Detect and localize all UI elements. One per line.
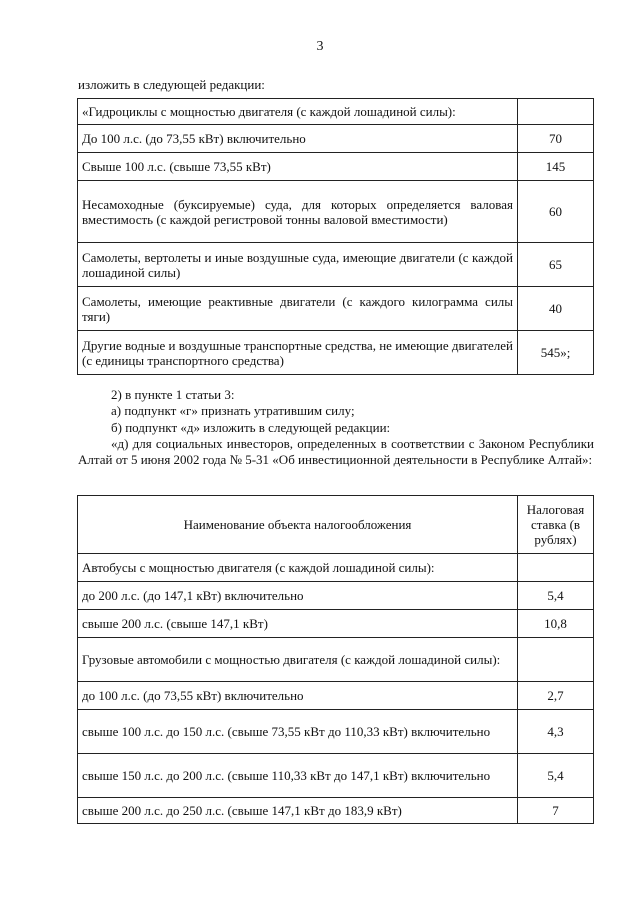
table-header-row: [78, 496, 594, 554]
row-name: свыше 200 л.с. до 250 л.с. (свыше 147,1 кВт до 183,9 кВт): [78, 798, 518, 824]
row-value: 65: [518, 243, 594, 287]
row-name: до 200 л.с. (до 147,1 кВт) включительно: [78, 582, 518, 610]
row-name: свыше 200 л.с. (свыше 147,1 кВт): [78, 610, 518, 638]
row-value: 5,4: [518, 754, 594, 798]
row-name: Самолеты, имеющие реактивные двигатели (с каждого килограмма силы тяги): [78, 287, 518, 331]
table-row: [78, 125, 594, 153]
row-value: 7: [518, 798, 594, 824]
table-row: [78, 331, 594, 375]
header-object-name: Наименование объекта налогообложения: [78, 496, 518, 554]
table-row: [78, 153, 594, 181]
row-name: Несамоходные (буксируемые) суда, для которых определяется валовая вместимость (с каждой регистровой тонны валовой вместимости): [78, 181, 518, 243]
tax-rates-table-2: [77, 495, 594, 824]
row-value: 70: [518, 125, 594, 153]
table-row: [78, 181, 594, 243]
tax-rates-table-1: [77, 98, 594, 375]
row-value: [518, 99, 594, 125]
row-name: Грузовые автомобили с мощностью двигателя (с каждой лошадиной силы):: [78, 638, 518, 682]
table-row: [78, 582, 594, 610]
row-value: 40: [518, 287, 594, 331]
paragraph-subitem-b: б) подпункт «д» изложить в следующей редакции:: [111, 420, 391, 435]
row-value: 145: [518, 153, 594, 181]
row-name: до 100 л.с. (до 73,55 кВт) включительно: [78, 682, 518, 710]
table-row: [78, 710, 594, 754]
tax-rates-table-2-body: [78, 554, 594, 824]
table-row: [78, 682, 594, 710]
row-value: [518, 554, 594, 582]
row-name: «Гидроциклы с мощностью двигателя (с каждой лошадиной силы):: [78, 99, 518, 125]
tax-rates-table-1-body: [78, 99, 594, 375]
page-number: 3: [316, 39, 324, 54]
tax-rates-table-2-header: [78, 496, 594, 554]
paragraph-subitem-a: а) подпункт «г» признать утратившим силу;: [111, 403, 355, 418]
row-value: 5,4: [518, 582, 594, 610]
row-value: 2,7: [518, 682, 594, 710]
row-name: Свыше 100 л.с. (свыше 73,55 кВт): [78, 153, 518, 181]
row-name: Самолеты, вертолеты и иные воздушные суда, имеющие двигатели (с каждой лошадиной силы): [78, 243, 518, 287]
paragraph-item-2: 2) в пункте 1 статьи 3:: [111, 387, 235, 402]
table-row: [78, 99, 594, 125]
row-value: 60: [518, 181, 594, 243]
table-row: [78, 610, 594, 638]
row-value: 10,8: [518, 610, 594, 638]
row-name: Автобусы с мощностью двигателя (с каждой лошадиной силы):: [78, 554, 518, 582]
table-row: [78, 243, 594, 287]
table-row: [78, 638, 594, 682]
paragraph-social-investors: «д) для социальных инвесторов, определенных в соответствии с Законом Республики Алтай от 5 июня 2002 года № 5-31 «Об инвестиционной деятельности в Республике Алтай»:: [78, 436, 594, 467]
intro-text: изложить в следующей редакции:: [78, 77, 265, 92]
row-name: До 100 л.с. (до 73,55 кВт) включительно: [78, 125, 518, 153]
table-row: [78, 287, 594, 331]
row-name: свыше 100 л.с. до 150 л.с. (свыше 73,55 кВт до 110,33 кВт) включительно: [78, 710, 518, 754]
header-tax-rate: Налоговая ставка (в рублях): [518, 496, 594, 554]
table-row: [78, 754, 594, 798]
row-value: 545»;: [518, 331, 594, 375]
row-value: 4,3: [518, 710, 594, 754]
table-row: [78, 554, 594, 582]
row-name: Другие водные и воздушные транспортные средства, не имеющие двигателей (с единицы транспортного средства): [78, 331, 518, 375]
table-row: [78, 798, 594, 824]
row-value: [518, 638, 594, 682]
row-name: свыше 150 л.с. до 200 л.с. (свыше 110,33 кВт до 147,1 кВт) включительно: [78, 754, 518, 798]
